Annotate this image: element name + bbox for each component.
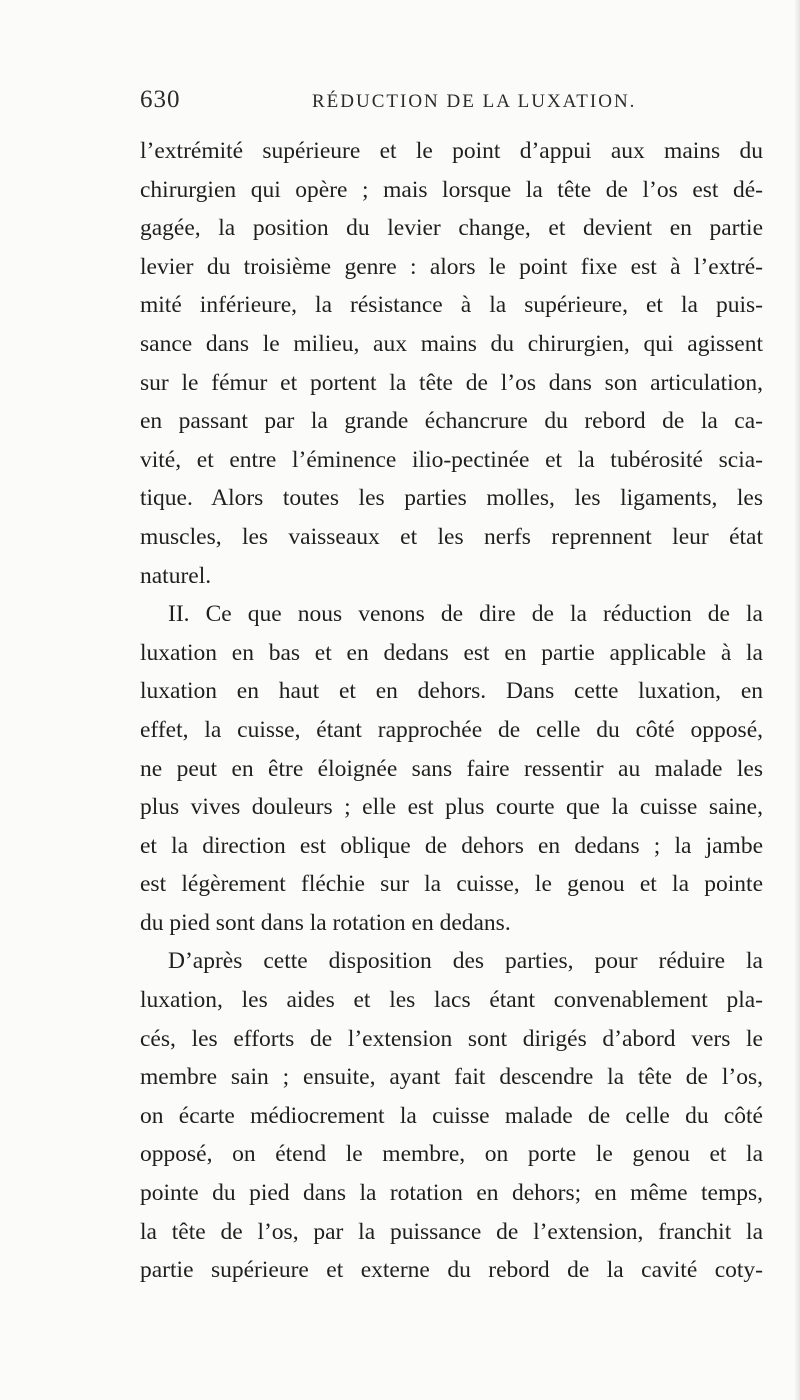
text-line: chirurgien qui opère ; mais lorsque la tête de l’os est dé- <box>140 176 763 203</box>
text-line: vité, et entre l’éminence ilio-pectinée et la tubérosité scia- <box>140 446 763 473</box>
text-line: plus vives douleurs ; elle est plus courte que la cuisse saine, <box>140 794 763 821</box>
text-line: pointe du pied dans la rotation en dehors; en même temps, <box>140 1180 763 1207</box>
text-line: muscles, les vaisseaux et les nerfs reprennent leur état <box>140 523 763 550</box>
text-line: du pied sont dans la rotation en dedans. <box>140 909 511 936</box>
text-line: l’extrémité supérieure et le point d’appui aux mains du <box>140 138 763 164</box>
page-edge-shadow <box>794 0 800 1400</box>
text-line: sance dans le milieu, aux mains du chirurgien, qui agissent <box>140 330 763 357</box>
text-line: mité inférieure, la résistance à la supérieure, et la puis- <box>140 292 763 319</box>
text-line: membre sain ; ensuite, ayant fait descendre la tête de l’os, <box>140 1064 763 1091</box>
text-line: cés, les efforts de l’extension sont dirigés d’abord vers le <box>140 1025 763 1052</box>
text-line: tique. Alors toutes les parties molles, les ligaments, les <box>140 485 763 512</box>
text-line: luxation en bas et en dedans est en partie applicable à la <box>140 639 763 666</box>
text-line: est légèrement fléchie sur la cuisse, le genou et la pointe <box>140 871 763 898</box>
text-line: on écarte médiocrement la cuisse malade de celle du côté <box>140 1102 763 1129</box>
text-line: gagée, la position du levier change, et devient en partie <box>140 215 763 242</box>
text-line: la tête de l’os, par la puissance de l’extension, franchit la <box>140 1218 763 1245</box>
text-line: II. Ce que nous venons de dire de la réduction de la <box>168 601 763 628</box>
text-line: partie supérieure et externe du rebord de la cavité coty- <box>140 1257 763 1284</box>
text-line: effet, la cuisse, étant rapprochée de celle du côté opposé, <box>140 716 763 743</box>
text-line: luxation, les aides et les lacs étant convenablement pla- <box>140 987 763 1014</box>
text-line: naturel. <box>140 562 212 589</box>
running-title: RÉDUCTION DE LA LUXATION. <box>312 91 637 112</box>
text-line: et la direction est oblique de dehors en dedans ; la jambe <box>140 832 763 859</box>
text-line: luxation en haut et en dehors. Dans cette luxation, en <box>140 678 763 705</box>
page-header <box>140 86 770 122</box>
text-line: sur le fémur et portent la tête de l’os dans son articulation, <box>140 369 763 396</box>
text-line: levier du troisième genre : alors le point fixe est à l’extré- <box>140 253 763 280</box>
text-line: ne peut en être éloignée sans faire ressentir au malade les <box>140 755 763 782</box>
text-line: en passant par la grande échancrure du rebord de la ca- <box>140 408 763 435</box>
text-line: D’après cette disposition des parties, pour réduire la <box>168 948 763 975</box>
text-line: opposé, on étend le membre, on porte le genou et la <box>140 1141 763 1168</box>
page-number: 630 <box>140 86 181 113</box>
body-text <box>140 132 763 1290</box>
